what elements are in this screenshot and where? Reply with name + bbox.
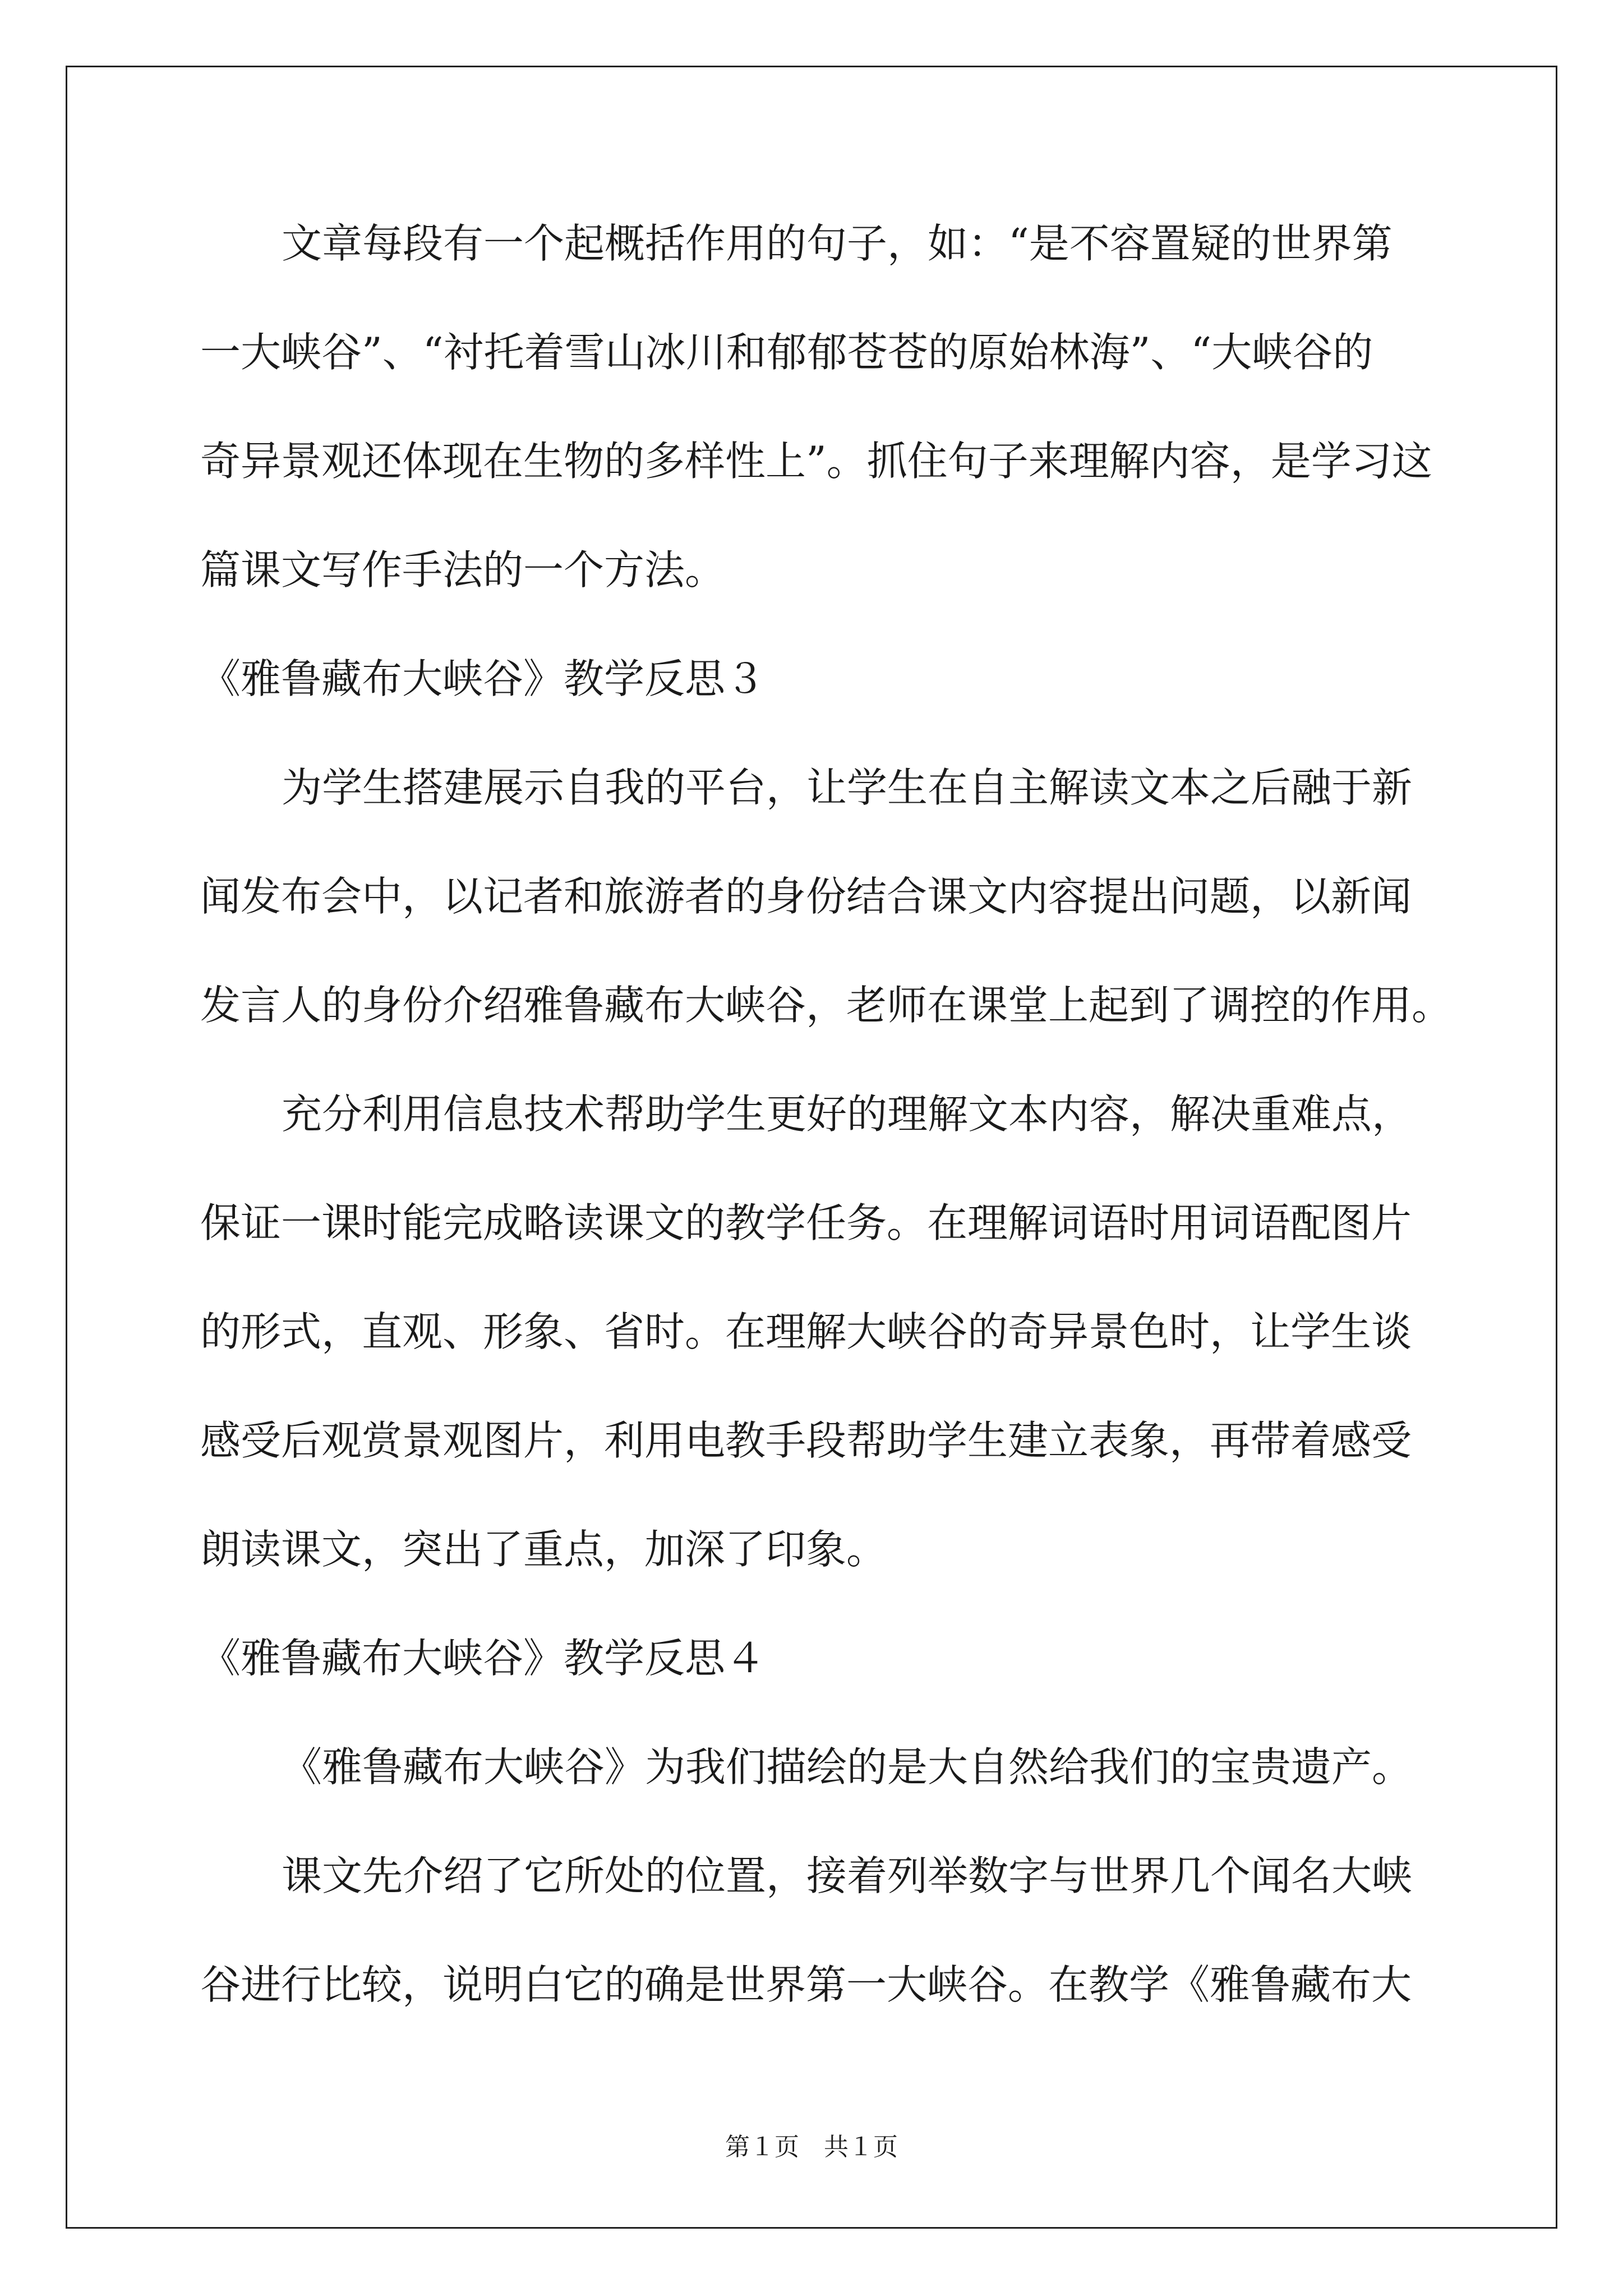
paragraph-3-line-2: 保证一课时能完成略读课文的教学任务。在理解词语时用词语配图片 (200, 1199, 1412, 1246)
paragraph-3-line-5: 朗读课文，突出了重点，加深了印象。 (200, 1526, 887, 1573)
paragraph-5-line-1: 课文先介绍了它所处的位置，接着列举数字与世界几个闻名大峡 (282, 1852, 1413, 1899)
paragraph-4-line-1: 《雅鲁藏布大峡谷》为我们描绘的是大自然给我们的宝贵遗产。 (282, 1743, 1413, 1791)
paragraph-2-line-1: 为学生搭建展示自我的平台，让学生在自主解读文本之后融于新 (282, 764, 1413, 811)
paragraph-2-line-2: 闻发布会中，以记者和旅游者的身份结合课文内容提出问题，以新闻 (200, 873, 1412, 920)
page-border (66, 66, 1557, 2229)
paragraph-5-line-2: 谷进行比较，说明白它的确是世界第一大峡谷。在教学《雅鲁藏布大 (200, 1961, 1412, 2008)
page-footer: 第１页 共１页 (725, 2133, 898, 2161)
paragraph-1-line-2: 一大峡谷”、“衬托着雪山冰川和郁郁苍苍的原始林海”、“大峡谷的 (200, 329, 1373, 376)
paragraph-2-line-3: 发言人的身份介绍雅鲁藏布大峡谷，老师在课堂上起到了调控的作用。 (200, 982, 1453, 1029)
section-heading-3: 《雅鲁藏布大峡谷》教学反思３ (200, 655, 766, 702)
paragraph-1-line-3: 奇异景观还体现在生物的多样性上”。抓住句子来理解内容，是学习这 (200, 438, 1432, 485)
paragraph-3-line-4: 感受后观赏景观图片，利用电教手段帮助学生建立表象，再带着感受 (200, 1417, 1412, 1464)
section-heading-4: 《雅鲁藏布大峡谷》教学反思４ (200, 1635, 766, 1682)
paragraph-3-line-1: 充分利用信息技术帮助学生更好的理解文本内容，解决重难点， (282, 1091, 1413, 1138)
paragraph-1-line-4: 篇课文写作手法的一个方法。 (200, 546, 726, 593)
paragraph-1-line-1: 文章每段有一个起概括作用的句子，如：“是不容置疑的世界第 (282, 220, 1393, 267)
paragraph-3-line-3: 的形式，直观、形象、省时。在理解大峡谷的奇异景色时，让学生谈 (200, 1308, 1412, 1355)
